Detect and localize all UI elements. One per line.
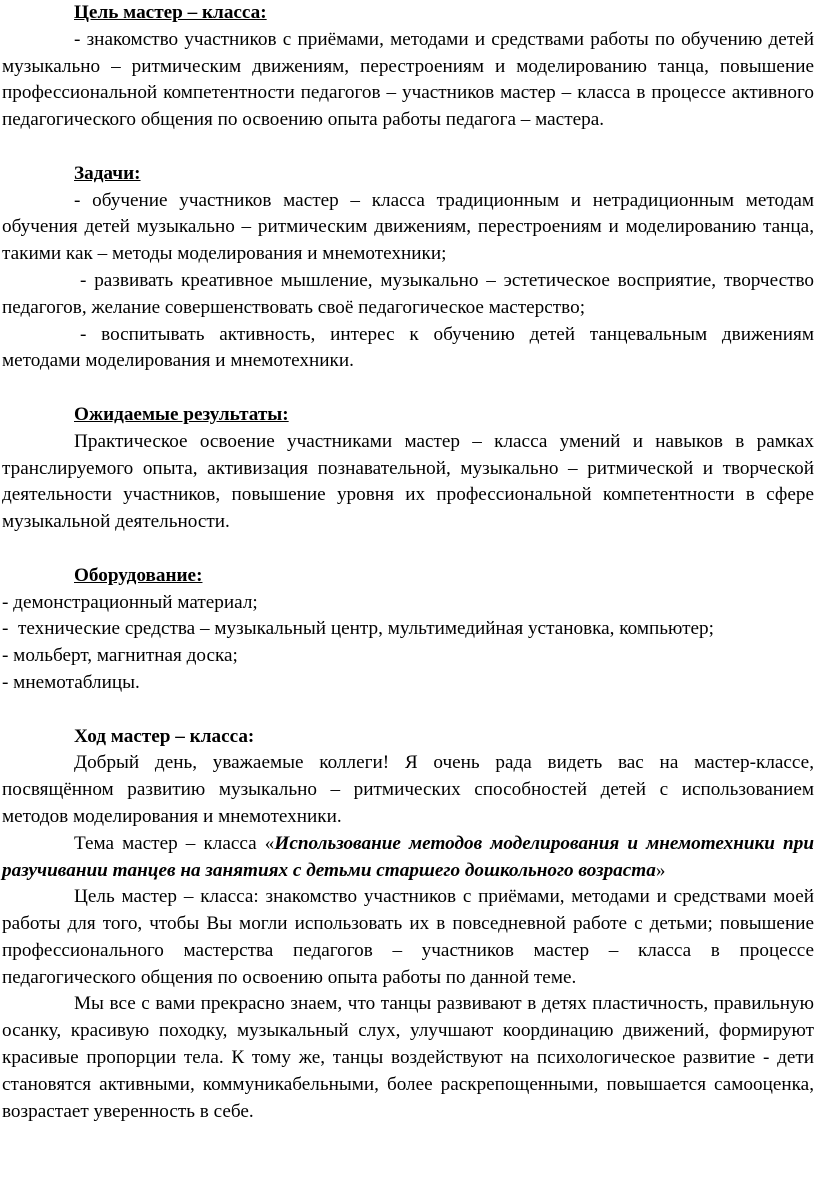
spacer xyxy=(2,134,814,161)
topic-prefix: Тема мастер – класса « xyxy=(74,832,275,854)
results-heading: Ожидаемые результаты: xyxy=(74,403,289,425)
equipment-item: - мнемотаблицы. xyxy=(2,671,140,693)
tasks-heading: Задачи: xyxy=(74,162,141,184)
dance-paragraph: Мы все с вами прекрасно знаем, что танцы развивают в детях пластичность, правильную осанку, красивую походку, музыкальный слух, улучшают координацию движений, формируют красивые пропорции тела. К тому же, танцы воздействуют на психологическое развитие - дети становятся активными, коммуникабельными, более раскрепощенными, повышается самооценка, возрастает уверенность в себе. xyxy=(2,993,814,1122)
greeting-paragraph: Добрый день, уважаемые коллеги! Я очень рада видеть вас на мастер-классе, посвящённом развитию музыкально – ритмических способностей детей с использованием методов моделирования и мнемотехники. xyxy=(2,752,814,827)
spacer xyxy=(2,536,814,563)
topic-title: Использование методов моделирования и мнемотехники при разучивании танцев на занятиях с детьми старшего дошкольного возраста xyxy=(2,832,814,881)
equipment-item: - демонстрационный материал; xyxy=(2,591,258,613)
task-item: - воспитывать активность, интерес к обучению детей танцевальным движениям методами моделирования и мнемотехники. xyxy=(2,323,814,372)
topic-paragraph xyxy=(2,831,814,885)
spacer xyxy=(2,697,814,724)
task-item: - обучение участников мастер – класса традиционным и нетрадиционным методам обучения детей музыкально – ритмическим движениям, перестроениям и моделированию танца, такими как – методы моделирования и мнемотехники; xyxy=(2,189,814,265)
course-heading: Ход мастер – класса: xyxy=(74,725,255,747)
task-item: - развивать креативное мышление, музыкально – эстетическое восприятие, творчество педагогов, желание совершенствовать своё педагогическое мастерство; xyxy=(2,269,814,318)
goal-text: - знакомство участников с приёмами, методами и средствами работы по обучению детей музыкально – ритмическим движениям, перестроениям и моделированию танца, повышение профессиональной компетентности педагогов – участников мастер – класса в процессе активного педагогического общения по освоению опыта работы педагога – мастера. xyxy=(2,28,814,131)
equipment-item: - технические средства – музыкальный центр, мультимедийная установка, компьютер; xyxy=(2,618,714,640)
course-goal-paragraph: Цель мастер – класса: знакомство участников с приёмами, методами и средствами моей работы для того, чтобы Вы могли использовать их в повседневной работе с детьми; повышение профессионального мастерства педагогов – участников мастер – класса в процессе педагогического общения по освоению опыта работы по данной теме. xyxy=(2,886,814,988)
topic-suffix: » xyxy=(655,859,666,881)
equipment-heading: Оборудование: xyxy=(74,564,203,586)
goal-heading: Цель мастер – класса: xyxy=(74,2,267,23)
spacer xyxy=(2,375,814,402)
results-text: Практическое освоение участниками мастер – класса умений и навыков в рамках транслируемого опыта, активизация познавательной, музыкально – ритмической и творческой деятельности участников, повышение уровня их профессиональной компетентности в сфере музыкальной деятельности. xyxy=(2,430,814,533)
equipment-item: - мольберт, магнитная доска; xyxy=(2,645,238,667)
